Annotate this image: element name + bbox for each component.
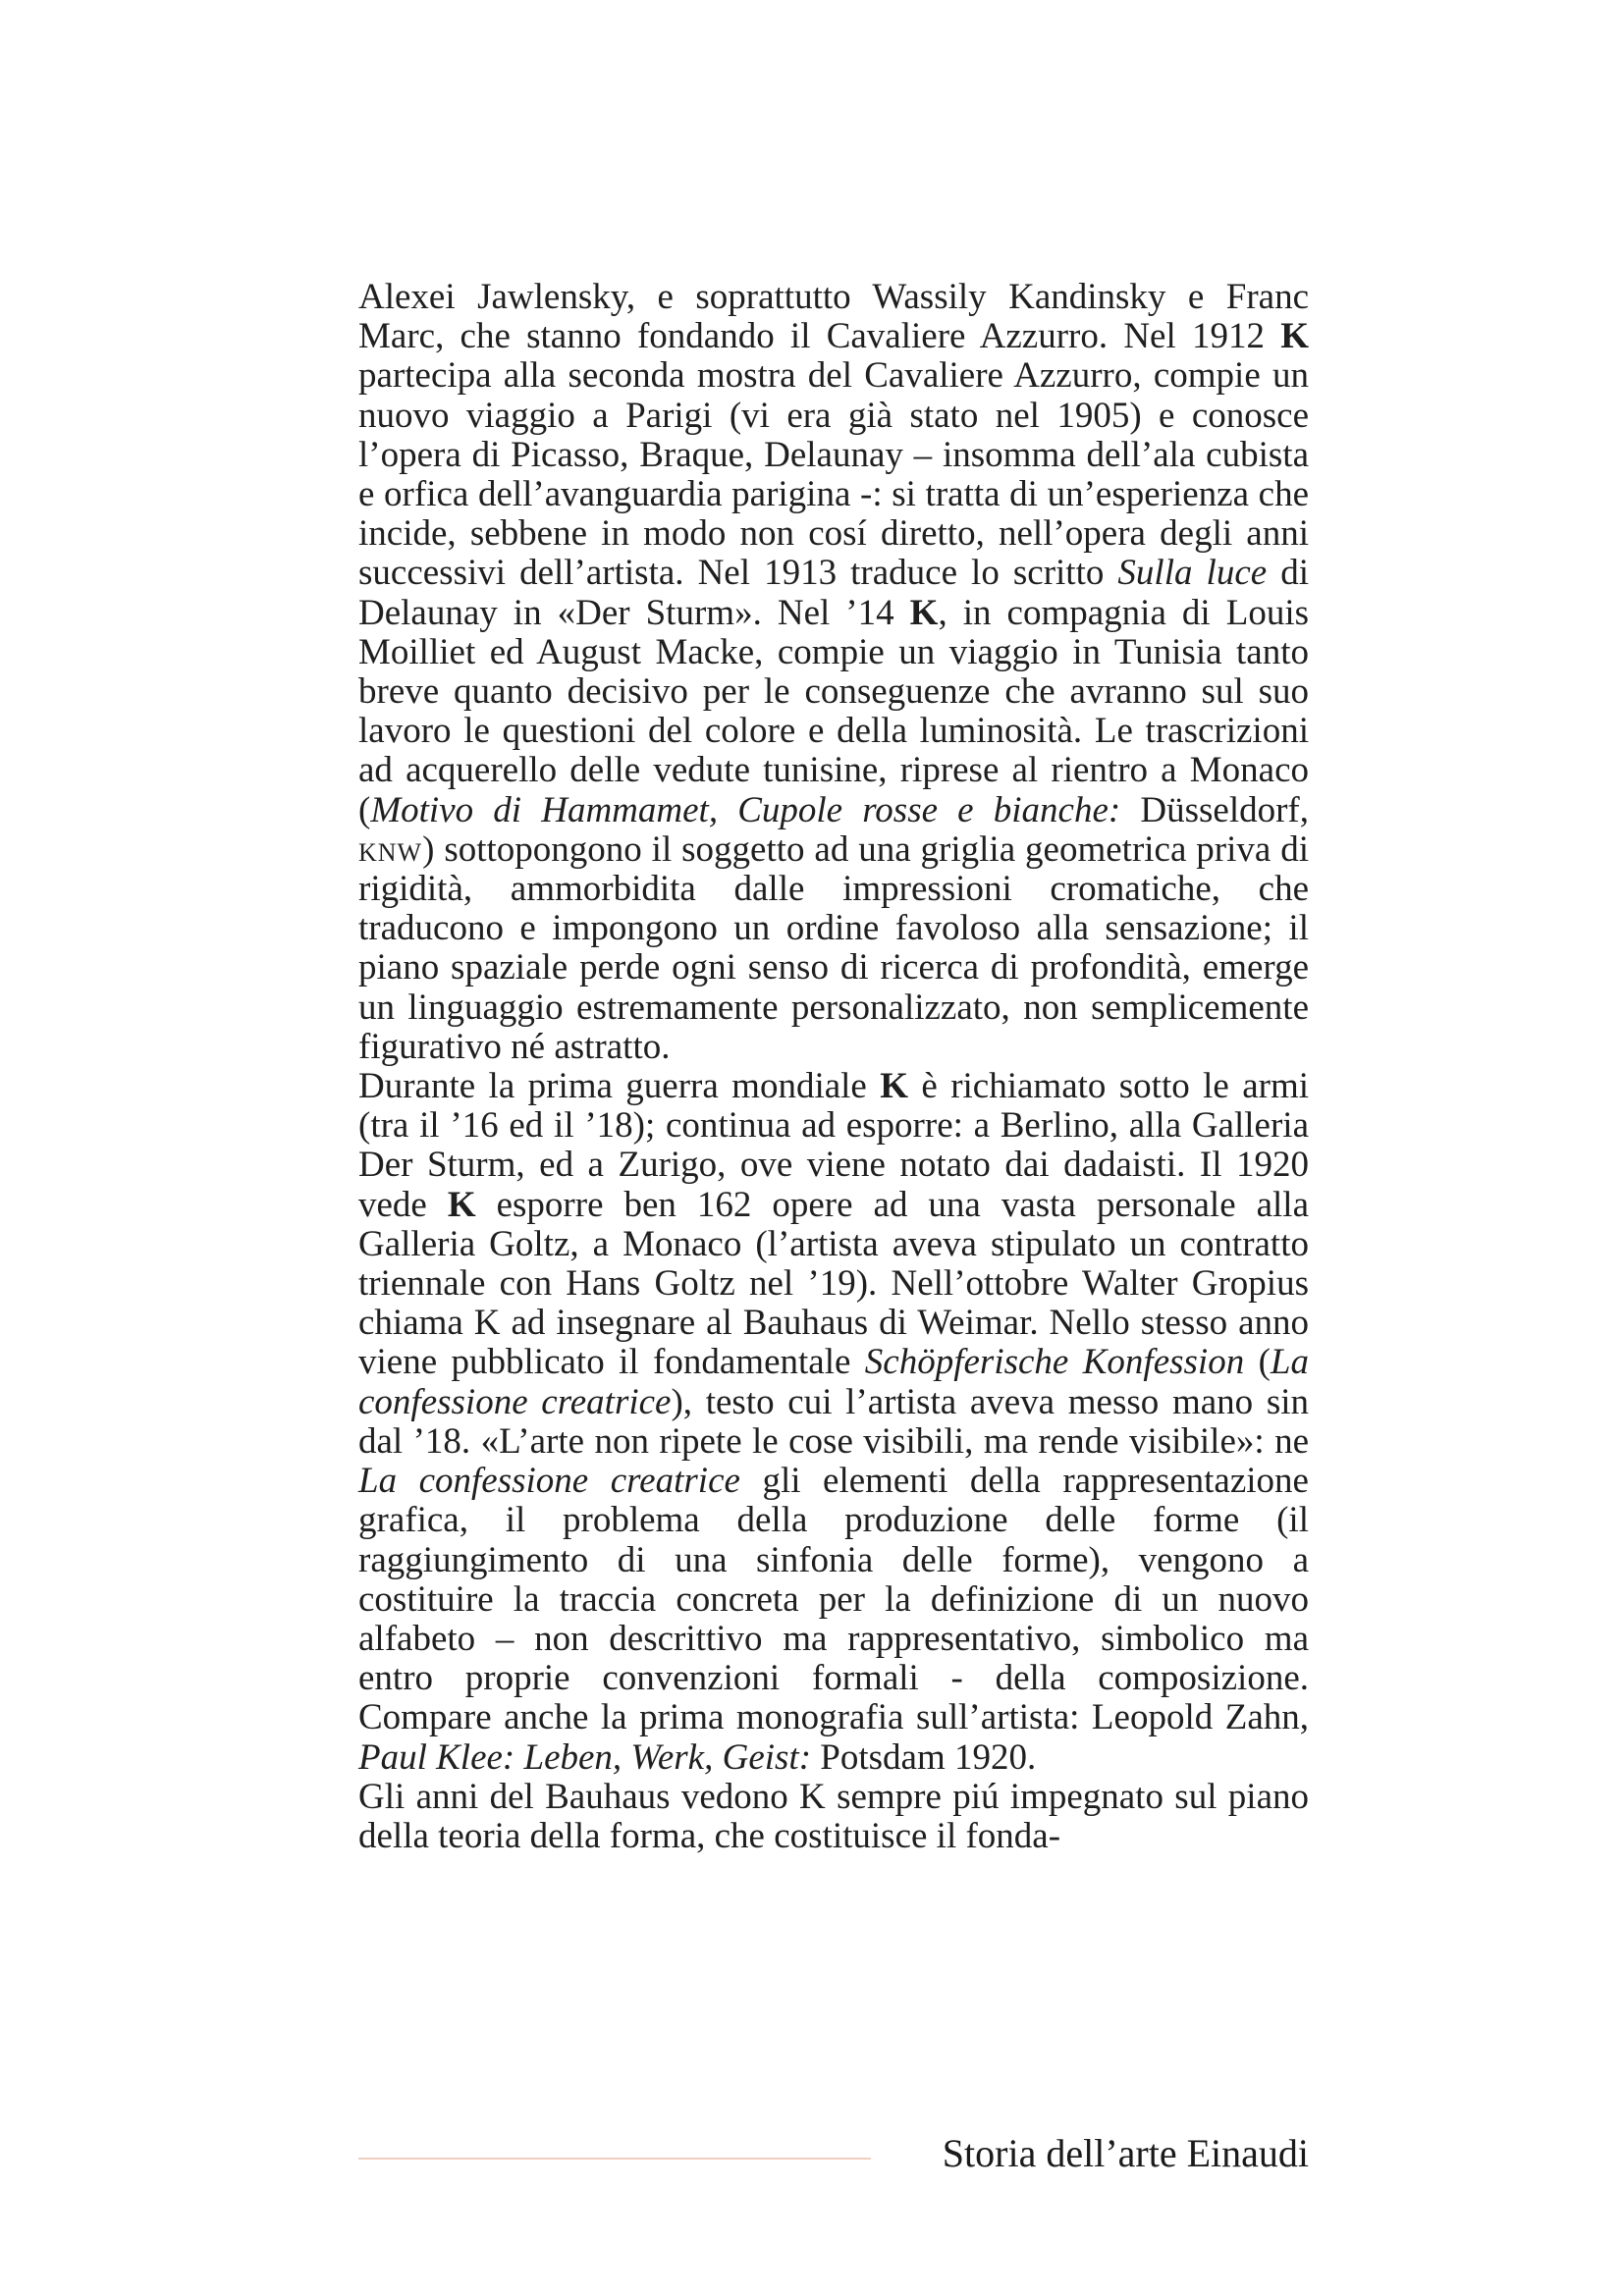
italic-text: La confessione creatrice <box>358 1342 1309 1422</box>
italic-text: Motivo di Hammamet, Cupole rosse e bianche: <box>370 789 1121 830</box>
text-run: partecipa alla seconda mostra del Cavaliere Azzurro, compie un nuovo viaggio a Parigi (vi era già stato nel 1905) e conosce l’opera di Picasso, Braque, Delaunay – insomma dell’ala cubista e orfica dell’avanguardia parigina -: si tratta di un’esperienza che incide, sebbene in modo non cosí diretto, nell’opera degli anni successivi dell’artista. Nel 1913 traduce lo scritto <box>358 355 1309 594</box>
paragraph-2 <box>358 1067 1309 1778</box>
text-run: ), testo cui l’artista aveva messo mano sin dal ’18. «L’arte non ripete le cose visibili, ma rende visibile»: ne <box>358 1381 1309 1462</box>
bold-text: K <box>1280 316 1309 357</box>
bold-text: K <box>909 592 939 633</box>
small-caps-text: knw <box>358 828 423 870</box>
italic-text: Sulla luce <box>1117 553 1268 594</box>
text-run: , in compagnia di Louis Moilliet ed August Macke, compie un viaggio in Tunisia tanto breve quanto decisivo per le conseguenze che avranno sul suo lavoro le questioni del colore e della luminosità. Le trascrizioni ad acquerello delle vedute tunisine, riprese al rientro a Monaco ( <box>358 592 1310 830</box>
bold-text: K <box>447 1184 476 1225</box>
body-text <box>358 278 1309 1856</box>
text-run: Düsseldorf, <box>1120 789 1309 830</box>
bold-text: K <box>880 1066 909 1107</box>
text-run: è richiamato sotto le armi (tra il ’16 ed il ’18); continua ad esporre: a Berlino, alla Galleria Der Sturm, ed a Zurigo, ove viene notato dai dadaisti. Il 1920 vede <box>358 1066 1310 1225</box>
text-run: Potsdam 1920. <box>811 1736 1037 1778</box>
text-run: di Delaunay in «Der Sturm». Nel ’14 <box>358 553 1310 633</box>
text-run: esporre ben 162 opere ad una vasta personale alla Galleria Goltz, a Monaco (l’artista aveva stipulato un contratto triennale con Hans Goltz nel ’19). Nell’ottobre Walter Gropius chiama K ad insegnare al Bauhaus di Weimar. Nello stesso anno viene pubblicato il fondamentale <box>358 1184 1309 1383</box>
text-run: gli elementi della rappresentazione grafica, il problema della produzione delle forme (il raggiungimento di una sinfonia delle forme), vengono a costituire la traccia concreta per la definizione di un nuovo alfabeto – non descrittivo ma rappresentativo, simbolico ma entro proprie convenzioni formali - della composizione. Compare anche la prima monografia sull’artista: Leopold Zahn, <box>358 1461 1309 1738</box>
footer-rule <box>358 2158 871 2160</box>
footer-title: Storia dell’arte Einaudi <box>942 2131 1309 2175</box>
paragraph-1 <box>358 278 1309 1067</box>
italic-text: Paul Klee: Leben, Werk, Geist: <box>358 1736 812 1778</box>
text-run: Durante la prima guerra mondiale <box>358 1066 881 1107</box>
text-run: ) sottopongono il soggetto ad una griglia geometrica priva di rigidità, ammorbidita dalle impressioni cromatiche, che traducono e impongono un ordine favoloso alla sensazione; il piano spaziale perde ogni senso di ricerca di profondità, emerge un linguaggio estremamente personalizzato, non semplicemente figurativo né astratto. <box>358 828 1309 1067</box>
paragraph-3 <box>358 1778 1309 1856</box>
text-run: ( <box>1244 1342 1271 1383</box>
italic-text: La confessione creatrice <box>358 1461 740 1502</box>
text-run: Alexei Jawlensky, e soprattutto Wassily Kandinsky e Franc Marc, che stanno fondando il Cavaliere Azzurro. Nel 1912 <box>358 277 1309 357</box>
italic-text: Schöpferische Konfession <box>864 1342 1245 1383</box>
text-run: Gli anni del Bauhaus vedono K sempre piú impegnato sul piano della teoria della forma, che costituisce il fonda- <box>358 1776 1309 1856</box>
